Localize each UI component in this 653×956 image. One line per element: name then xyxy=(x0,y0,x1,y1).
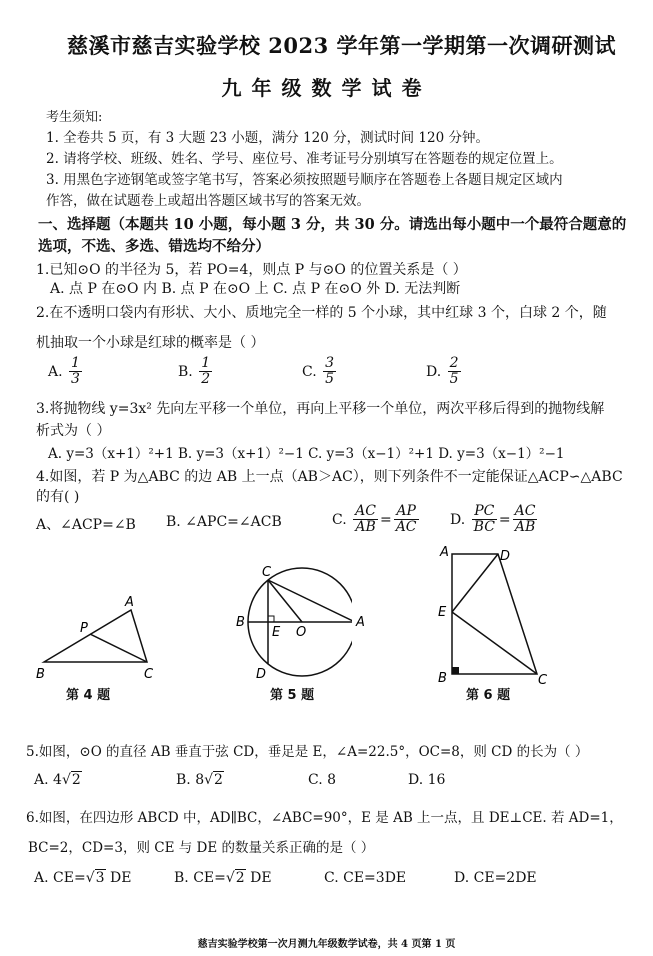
q5-option-b: B. 8√2 xyxy=(176,772,223,788)
notice-item: 2. 请将学校、班级、姓名、学号、座位号、准考证号分别填写在答题卷的规定位置上。 xyxy=(46,151,563,167)
page-footer: 慈吉实验学校第一次月测九年级数学试卷，共 4 页第 1 页 xyxy=(197,939,456,950)
figure-4-caption: 第 4 题 xyxy=(66,688,111,703)
fig5-label-e: E xyxy=(272,625,281,640)
fig4-label-a: A xyxy=(125,595,134,610)
q4-stem: 4.如图，若 P 为△ABC 的边 AB 上一点（AB＞AC），则下列条件不一定能保证△ACP∽△ABC xyxy=(36,469,623,485)
q3-stem: 3.将抛物线 y=3x² 先向左平移一个单位，再向上平移一个单位，两次平移后得到的抛物线解 xyxy=(36,401,605,417)
q1-stem: 1.已知⊙O 的半径为 5，若 PO=4，则点 P 与⊙O 的位置关系是（ ） xyxy=(36,262,467,278)
fig5-label-o: O xyxy=(296,625,307,640)
figure-5-label-a xyxy=(352,610,372,630)
fig4-label-b: B xyxy=(36,667,45,680)
svg-text:A: A xyxy=(356,615,365,630)
q4-option-b: B. ∠APC=∠ACB xyxy=(166,514,282,530)
fig4-label-c: C xyxy=(144,667,154,680)
q2-option-c: C. $\frac{3}{5}$ xyxy=(302,355,335,388)
fig6-label-d: D xyxy=(500,549,511,564)
fig5-label-c: C xyxy=(262,565,272,580)
q2-option-d: D. $\frac{2}{5}$ xyxy=(426,355,459,388)
q4-option-d: D. $\frac{PC}{BC}$ = $\frac{AC}{AB}$ xyxy=(450,503,536,536)
q5-option-a: A. 4√2 xyxy=(34,772,81,788)
fig6-label-a: A xyxy=(440,545,449,560)
fig6-label-b: B xyxy=(438,671,447,684)
figure-6-caption: 第 6 题 xyxy=(466,688,511,703)
q5-stem: 5.如图，⊙O 的直径 AB 垂直于弦 CD，垂足是 E，∠A=22.5°，OC=8，则 CD 的长为（ ） xyxy=(26,744,589,760)
svg-text:D: D xyxy=(256,667,267,682)
q6-option-b: B. CE=√2 DE xyxy=(174,870,272,886)
q5-option-c: C. 8 xyxy=(308,772,337,788)
fig6-label-e: E xyxy=(438,605,447,620)
notice-item: 1. 全卷共 5 页，有 3 大题 23 小题，满分 120 分，测试时间 120 分钟。 xyxy=(46,130,489,146)
exam-title: 慈溪市慈吉实验学校 2023 学年第一学期第一次调研测试 xyxy=(66,33,617,58)
q4-stem-cont: 的有( ) xyxy=(36,489,80,505)
q6-option-d: D. CE=2DE xyxy=(454,870,537,886)
fig5-label-b: B xyxy=(236,615,245,630)
fig6-label-c: C xyxy=(538,673,548,684)
notice-item: 3. 用黑色字迹钢笔或签字笔书写，答案必须按照题号顺序在答题卷上各题目规定区域内 xyxy=(46,172,563,188)
section1-heading-cont: 选项，不选、多选、错选均不给分） xyxy=(38,238,270,255)
fig4-label-p: P xyxy=(80,621,88,636)
q3-options: A. y=3（x+1）²+1 B. y=3（x+1）²−1 C. y=3（x−1）²+1 D. y=3（x−1）²−1 xyxy=(48,446,565,462)
figure-5-caption: 第 5 题 xyxy=(270,688,315,703)
q6-stem-cont: BC=2，CD=3，则 CE 与 DE 的数量关系正确的是（ ） xyxy=(28,840,375,856)
q2-stem-cont: 机抽取一个小球是红球的概率是（ ） xyxy=(36,335,265,351)
notice-item: 作答，做在试题卷上或超出答题区域书写的答案无效。 xyxy=(46,193,370,209)
q4-option-a: A、∠ACP=∠B xyxy=(36,517,136,533)
q2-stem: 2.在不透明口袋内有形状、大小、质地完全一样的 5 个小球，其中红球 3 个，白球 2 个，随 xyxy=(36,305,607,321)
q2-option-b: B. $\frac{1}{2}$ xyxy=(178,355,211,388)
figure-4-triangle xyxy=(30,590,170,680)
notice-heading: 考生须知: xyxy=(46,110,103,125)
q2-option-a: A. $\frac{1}{3}$ xyxy=(48,355,80,388)
q6-option-c: C. CE=3DE xyxy=(324,870,407,886)
q6-stem: 6.如图，在四边形 ABCD 中，AD∥BC，∠ABC=90°，E 是 AB 上一点，且 DE⊥CE. 若 AD=1， xyxy=(26,810,623,826)
figure-5-circle xyxy=(222,560,352,688)
figure-6-quadrilateral xyxy=(432,544,552,684)
q4-option-c: C. $\frac{AC}{AB}$ = $\frac{AP}{AC}$ xyxy=(332,503,417,536)
q3-stem-cont: 析式为（ ） xyxy=(36,423,111,439)
exam-subtitle: 九年级数学试卷 xyxy=(221,76,432,100)
q6-option-a: A. CE=√3 DE xyxy=(34,870,132,886)
q5-option-d: D. 16 xyxy=(408,772,446,788)
figure-5-label-d xyxy=(252,662,272,682)
section1-heading: 一、选择题（本题共 10 小题，每小题 3 分，共 30 分。请选出每小题中一个最符合题意的 xyxy=(38,216,627,233)
q1-options: A. 点 P 在⊙O 内 B. 点 P 在⊙O 上 C. 点 P 在⊙O 外 D. 无法判断 xyxy=(50,281,461,297)
